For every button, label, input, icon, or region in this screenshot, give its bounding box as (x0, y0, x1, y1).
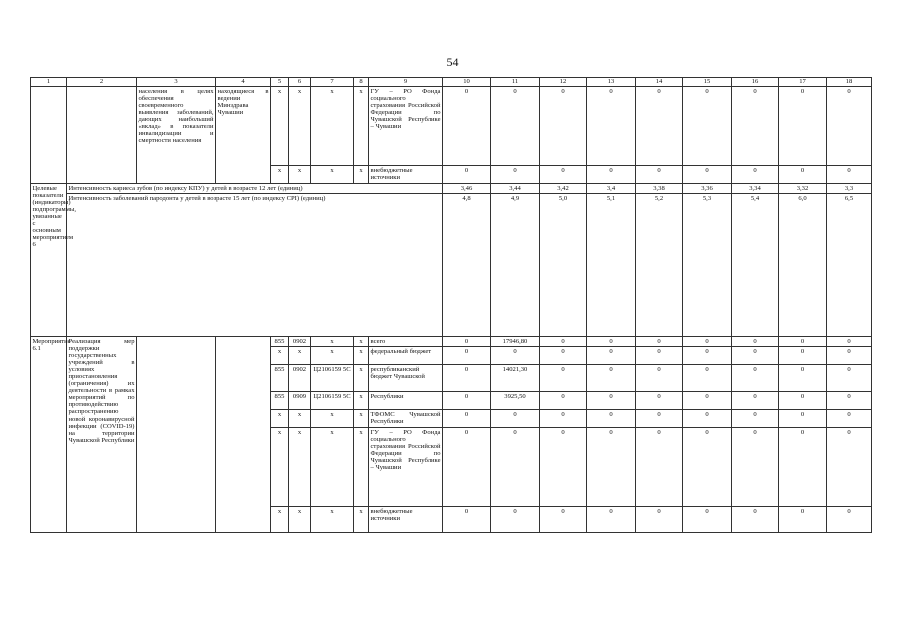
code-cell: x (271, 507, 289, 533)
source-cell: всего (369, 337, 443, 347)
value-cell: 0 (443, 428, 491, 507)
value-cell: 0 (540, 428, 587, 507)
value-cell: 0 (732, 410, 779, 428)
empty-cell (31, 87, 67, 184)
header-cell: 3 (137, 78, 216, 87)
empty-cell (216, 337, 271, 533)
value-cell: 0 (683, 365, 732, 392)
code-cell: x (354, 365, 369, 392)
value-cell: 0 (827, 87, 872, 166)
header-cell: 6 (289, 78, 311, 87)
header-cell: 18 (827, 78, 872, 87)
value-cell: 0 (683, 428, 732, 507)
value-cell: 0 (683, 87, 732, 166)
value-cell: 0 (587, 87, 636, 166)
value-cell: 0 (443, 392, 491, 410)
value-cell: 0 (827, 507, 872, 533)
value-cell: 0 (540, 337, 587, 347)
source-cell: федеральный бюджет (369, 347, 443, 365)
value-cell: 0 (827, 347, 872, 365)
value-cell: 0 (779, 87, 827, 166)
value-cell: 0 (827, 337, 872, 347)
code-cell: x (271, 87, 289, 166)
value-cell: 14021,30 (491, 365, 540, 392)
source-cell: ТФОМС Чувашской Республики (369, 410, 443, 428)
code-cell: Ц2106159 5С (311, 392, 354, 410)
value-cell: 0 (587, 507, 636, 533)
table-row (31, 337, 872, 347)
code-cell: 855 (271, 365, 289, 392)
code-cell: x (354, 428, 369, 507)
value-cell: 0 (491, 428, 540, 507)
header-cell: 7 (311, 78, 354, 87)
value-cell: 0 (779, 166, 827, 184)
value-cell: 5,4 (732, 194, 779, 337)
value-cell: 0 (779, 365, 827, 392)
empty-cell (67, 87, 137, 184)
header-cell: 8 (354, 78, 369, 87)
measure-name: Реализация мер поддержки государственных учреждений в условиях приостановления (ограничения) их деятельности в рамках мероприятий по противодействию распространению новой коронавирусной инфекции (COVID-19) на территории Чувашской Республики (67, 337, 137, 533)
code-cell: x (354, 410, 369, 428)
indicator-text: Интенсивность заболеваний пародонта у детей в возрасте 15 лет (по индексу CPI) (единиц) (67, 194, 443, 337)
indicator-text: Интенсивность кариеса зубов (по индексу КПУ) у детей в возрасте 12 лет (единиц) (67, 184, 443, 194)
code-cell: x (289, 507, 311, 533)
code-cell: x (311, 337, 354, 347)
header-cell: 13 (587, 78, 636, 87)
value-cell: 0 (491, 507, 540, 533)
value-cell: 0 (587, 410, 636, 428)
value-cell: 0 (491, 410, 540, 428)
source-cell: ГУ – РО Фонда социального страхования Российской Федерации по Чувашской Республике – Чувашии (369, 428, 443, 507)
header-cell: 9 (369, 78, 443, 87)
value-cell: 0 (827, 166, 872, 184)
value-cell: 0 (636, 410, 683, 428)
value-cell: 0 (636, 365, 683, 392)
value-cell: 0 (683, 507, 732, 533)
value-cell: 0 (540, 410, 587, 428)
value-cell: 0 (443, 337, 491, 347)
value-cell: 0 (779, 428, 827, 507)
code-cell: 855 (271, 337, 289, 347)
value-cell: 0 (443, 410, 491, 428)
value-cell: 0 (636, 507, 683, 533)
value-cell: 0 (732, 166, 779, 184)
value-cell: 0 (540, 392, 587, 410)
value-cell: 0 (540, 166, 587, 184)
code-cell: x (289, 87, 311, 166)
value-cell: 3,38 (636, 184, 683, 194)
code-cell: x (354, 507, 369, 533)
code-cell: x (271, 347, 289, 365)
value-cell: 0 (732, 365, 779, 392)
value-cell: 3925,50 (491, 392, 540, 410)
header-cell: 11 (491, 78, 540, 87)
code-cell: 0902 (289, 365, 311, 392)
value-cell: 0 (587, 166, 636, 184)
code-cell: x (289, 166, 311, 184)
value-cell: 6,5 (827, 194, 872, 337)
source-cell: ГУ – РО Фонда социального страхования Российской Федерации по Чувашской Республике – Чувашии (369, 87, 443, 166)
header-row (31, 78, 872, 87)
code-cell: x (289, 347, 311, 365)
indicator-row (31, 194, 872, 337)
code-cell: x (311, 428, 354, 507)
code-cell: x (354, 347, 369, 365)
value-cell: 0 (827, 428, 872, 507)
value-cell: 0 (443, 87, 491, 166)
value-cell: 0 (779, 337, 827, 347)
indicator-row (31, 184, 872, 194)
value-cell: 0 (636, 347, 683, 365)
measure-label: Мероприятие 6.1 (31, 337, 67, 533)
header-cell: 1 (31, 78, 67, 87)
code-cell: x (354, 392, 369, 410)
value-cell: 0 (827, 410, 872, 428)
source-cell: Республики (369, 392, 443, 410)
value-cell: 0 (827, 392, 872, 410)
table-row (31, 87, 872, 166)
value-cell: 0 (779, 347, 827, 365)
value-cell: 0 (540, 87, 587, 166)
value-cell: 0 (443, 347, 491, 365)
value-cell: 3,42 (540, 184, 587, 194)
value-cell: 0 (587, 392, 636, 410)
value-cell: 0 (732, 337, 779, 347)
goal-text: населения в целях обеспечения своевременного выявления заболеваний, дающих наибольший «вклад» в показатели инвалидизации и смертности населения (137, 87, 216, 184)
value-cell: 5,3 (683, 194, 732, 337)
code-cell: 0902 (289, 337, 311, 347)
code-cell: x (311, 347, 354, 365)
header-cell: 10 (443, 78, 491, 87)
code-cell: x (354, 337, 369, 347)
value-cell: 0 (732, 428, 779, 507)
header-cell: 15 (683, 78, 732, 87)
value-cell: 0 (443, 166, 491, 184)
source-cell: внебюджетные источники (369, 166, 443, 184)
value-cell: 4,8 (443, 194, 491, 337)
code-cell: x (311, 507, 354, 533)
value-cell: 0 (827, 365, 872, 392)
value-cell: 0 (683, 337, 732, 347)
value-cell: 3,32 (779, 184, 827, 194)
value-cell: 0 (540, 347, 587, 365)
value-cell: 0 (683, 410, 732, 428)
value-cell: 3,36 (683, 184, 732, 194)
value-cell: 0 (732, 347, 779, 365)
value-cell: 0 (732, 87, 779, 166)
value-cell: 0 (683, 347, 732, 365)
header-cell: 16 (732, 78, 779, 87)
code-cell: x (311, 410, 354, 428)
code-cell: x (289, 410, 311, 428)
empty-cell (137, 337, 216, 533)
value-cell: 0 (491, 166, 540, 184)
value-cell: 0 (636, 87, 683, 166)
value-cell: 4,9 (491, 194, 540, 337)
value-cell: 17946,80 (491, 337, 540, 347)
code-cell: 0909 (289, 392, 311, 410)
source-cell: внебюджетные источники (369, 507, 443, 533)
value-cell: 0 (636, 337, 683, 347)
value-cell: 0 (636, 428, 683, 507)
value-cell: 0 (683, 392, 732, 410)
header-cell: 5 (271, 78, 289, 87)
value-cell: 0 (587, 365, 636, 392)
header-cell: 14 (636, 78, 683, 87)
value-cell: 0 (540, 365, 587, 392)
value-cell: 0 (443, 507, 491, 533)
value-cell: 0 (779, 507, 827, 533)
header-cell: 12 (540, 78, 587, 87)
value-cell: 0 (779, 392, 827, 410)
code-cell: x (289, 428, 311, 507)
value-cell: 3,46 (443, 184, 491, 194)
value-cell: 5,0 (540, 194, 587, 337)
value-cell: 0 (683, 166, 732, 184)
value-cell: 0 (732, 507, 779, 533)
value-cell: 5,1 (587, 194, 636, 337)
code-cell: x (271, 166, 289, 184)
value-cell: 6,0 (779, 194, 827, 337)
code-cell: x (311, 166, 354, 184)
code-cell: x (271, 410, 289, 428)
code-cell: x (271, 428, 289, 507)
value-cell: 0 (587, 347, 636, 365)
value-cell: 0 (779, 410, 827, 428)
value-cell: 0 (491, 347, 540, 365)
code-cell: x (354, 87, 369, 166)
header-cell: 2 (67, 78, 137, 87)
header-cell: 17 (779, 78, 827, 87)
value-cell: 0 (587, 428, 636, 507)
value-cell: 3,44 (491, 184, 540, 194)
code-cell: 855 (271, 392, 289, 410)
code-cell: Ц2106159 5С (311, 365, 354, 392)
value-cell: 3,3 (827, 184, 872, 194)
indicators-label: Целевые показатели (индикаторы) подпрограммы, увязанные с основным мероприятием 6 (31, 184, 67, 337)
page-number: 54 (446, 55, 459, 69)
value-cell: 0 (732, 392, 779, 410)
source-cell: республиканский бюджет Чувашской (369, 365, 443, 392)
value-cell: 0 (491, 87, 540, 166)
value-cell: 0 (587, 337, 636, 347)
value-cell: 3,34 (732, 184, 779, 194)
value-cell: 0 (636, 392, 683, 410)
value-cell: 0 (540, 507, 587, 533)
code-cell: x (354, 166, 369, 184)
value-cell: 3,4 (587, 184, 636, 194)
header-cell: 4 (216, 78, 271, 87)
value-cell: 5,2 (636, 194, 683, 337)
value-cell: 0 (443, 365, 491, 392)
value-cell: 0 (636, 166, 683, 184)
budget-table (30, 77, 872, 533)
code-cell: x (311, 87, 354, 166)
executor-text: находящиеся в ведении Минздрава Чувашии (216, 87, 271, 184)
